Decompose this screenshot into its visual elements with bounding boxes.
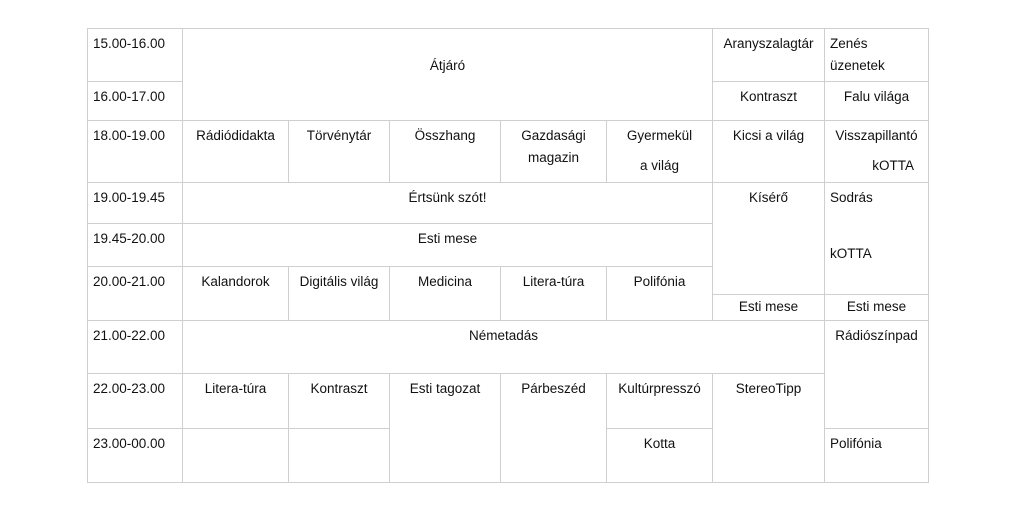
time-slot: 23.00-00.00 <box>88 429 183 483</box>
program-cell: Kalandorok <box>183 267 289 321</box>
program-title: Visszapillantó <box>835 128 918 143</box>
program-cell: Törvénytár <box>289 121 390 183</box>
program-cell: Polifónia <box>825 429 929 483</box>
program-note: kOTTA <box>830 246 872 261</box>
time-slot: 20.00-21.00 <box>88 267 183 321</box>
time-slot: 16.00-17.00 <box>88 82 183 121</box>
program-cell: Kultúrpresszó <box>607 374 713 429</box>
program-title-line: a világ <box>639 158 680 173</box>
program-cell: Zenés üzenetek <box>825 29 929 82</box>
schedule-row <box>88 321 929 374</box>
schedule-row <box>88 374 929 429</box>
program-cell: Rádiódidakta <box>183 121 289 183</box>
program-cell <box>607 121 713 183</box>
program-cell <box>825 121 929 183</box>
program-title: Átjáró <box>429 58 466 73</box>
schedule-row <box>88 29 929 82</box>
program-cell: Litera-túra <box>183 374 289 429</box>
program-cell: Rádiószínpad <box>825 321 929 429</box>
program-cell: Medicina <box>390 267 501 321</box>
program-cell: Összhang <box>390 121 501 183</box>
program-cell: Németadás <box>183 321 825 374</box>
program-cell-empty <box>183 429 289 483</box>
program-cell: Párbeszéd <box>501 374 607 483</box>
program-cell-empty <box>289 429 390 483</box>
time-slot: 19.45-20.00 <box>88 224 183 267</box>
program-cell: Kontraszt <box>289 374 390 429</box>
program-cell: StereoTipp <box>713 374 825 483</box>
program-cell: Esti tagozat <box>390 374 501 483</box>
program-cell: Aranyszalagtár <box>713 29 825 82</box>
program-cell: Polifónia <box>607 267 713 321</box>
program-cell <box>183 29 713 121</box>
schedule-row <box>88 183 929 224</box>
program-title-line: Gyermekül <box>626 128 693 143</box>
program-cell: Litera-túra <box>501 267 607 321</box>
program-cell: Falu világa <box>825 82 929 121</box>
time-slot: 22.00-23.00 <box>88 374 183 429</box>
schedule-row <box>88 121 929 183</box>
time-slot: 15.00-16.00 <box>88 29 183 82</box>
schedule-table <box>87 28 929 483</box>
program-cell: Esti mese <box>183 224 713 267</box>
program-cell: Esti mese <box>713 295 825 321</box>
program-cell: Esti mese <box>825 295 929 321</box>
program-cell: Kontraszt <box>713 82 825 121</box>
time-slot: 18.00-19.00 <box>88 121 183 183</box>
program-cell: Digitális világ <box>289 267 390 321</box>
program-cell <box>825 183 929 295</box>
time-slot: 21.00-22.00 <box>88 321 183 374</box>
program-title: Sodrás <box>830 190 873 205</box>
program-cell: Gazdasági magazin <box>501 121 607 183</box>
program-cell: Kísérő <box>713 183 825 295</box>
program-note: kOTTA <box>872 158 914 173</box>
program-cell: Értsünk szót! <box>183 183 713 224</box>
program-cell: Kicsi a világ <box>713 121 825 183</box>
program-cell: Kotta <box>607 429 713 483</box>
time-slot: 19.00-19.45 <box>88 183 183 224</box>
